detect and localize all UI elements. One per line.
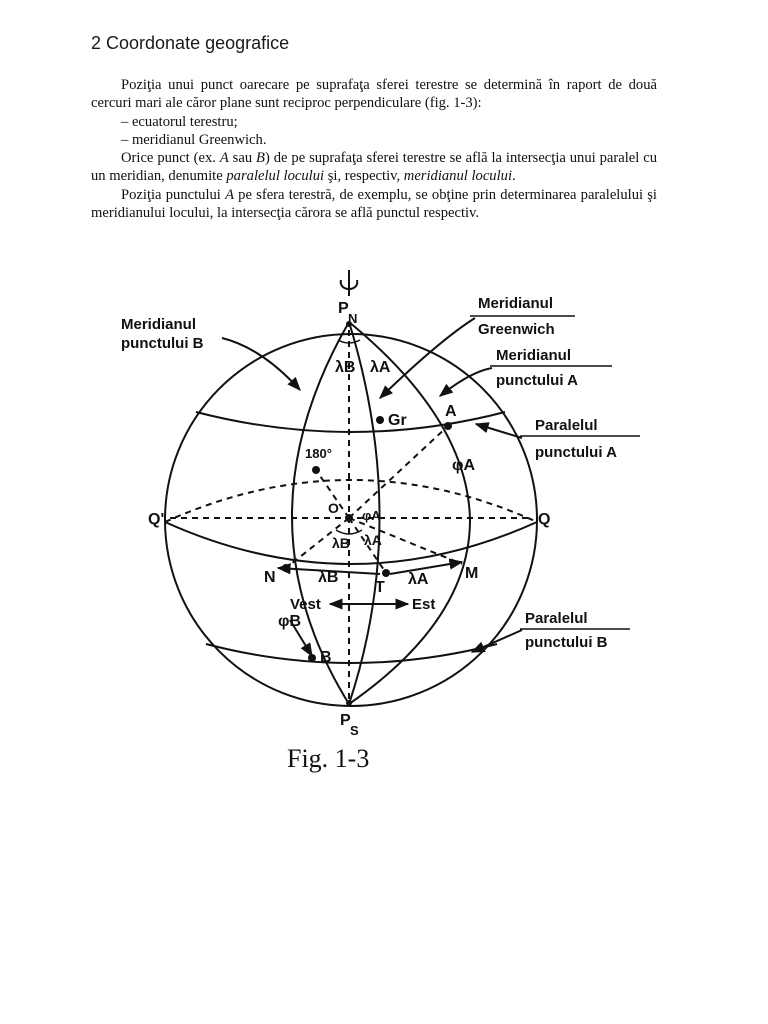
label-parallel-b-line1: Paralelul — [525, 610, 588, 627]
body-text — [91, 76, 657, 222]
label-pole-south: P — [340, 712, 351, 729]
label-center-o: O — [328, 500, 339, 516]
label-parallel-a-line2: punctului A — [535, 444, 617, 461]
point-t — [382, 569, 390, 577]
label-greenwich-line2: Greenwich — [478, 321, 555, 338]
italic-parallel: paralelul locului — [226, 168, 325, 185]
italic-a: A — [219, 150, 229, 167]
label-point-b: B — [320, 649, 332, 666]
point-greenwich — [376, 416, 384, 424]
label-lambda-b-center: λB — [332, 535, 350, 551]
label-lambda-a-top: λA — [370, 359, 391, 376]
label-pole-north: P — [338, 300, 349, 317]
paragraph-intro: Poziţia unui punct oarecare pe suprafaţa sferei terestre se determină în raport de două cercuri mari ale căror plane sunt reciproc perpendiculare (fig. 1-3): — [91, 77, 657, 112]
label-phi-a-center: φA — [362, 508, 381, 523]
section-heading: 2 Coordonate geografice — [91, 33, 290, 53]
label-lambda-a-eq: λA — [408, 571, 429, 588]
parallel-a — [196, 412, 505, 432]
leader-greenwich — [380, 318, 475, 398]
figure-caption: Fig. 1-3 — [287, 744, 370, 773]
text-run: Orice punct (ex. — [121, 150, 220, 167]
parallel-b — [206, 644, 497, 663]
point-a — [444, 422, 452, 430]
label-pole-north-sub: N — [348, 311, 358, 326]
label-phi-b: φB — [278, 613, 301, 630]
paragraph-local-point — [91, 149, 657, 186]
list-item-greenwich: – meridianul Greenwich. — [121, 131, 267, 148]
label-meridian-b-line2: punctului B — [121, 335, 204, 352]
equator-front — [165, 522, 537, 564]
text-run: pe sfera terestră, de exemplu, se obţine prin determinarea paralelului şi meridianului locului, la intersecţia cărora se află punctul respectiv. — [91, 186, 657, 222]
label-phi-a: φA — [452, 457, 475, 474]
label-lambda-b-top: λB — [335, 359, 356, 376]
italic-meridian: meridianul locului — [403, 168, 513, 185]
figure-geographic-coordinates — [0, 255, 768, 795]
label-t-point: T — [375, 579, 385, 596]
label-180: 180° — [305, 446, 332, 461]
label-q-right: Q — [538, 511, 551, 528]
list-item-equator: – ecuatorul terestru; — [121, 113, 238, 130]
text-run: Poziţia punctului — [121, 186, 226, 203]
leader-meridian-a — [440, 368, 492, 396]
text-run: ) de pe suprafaţa sferei terestre se află la intersecţia unui paralel cu un meridian, denumite — [91, 150, 657, 185]
label-q-left: Q' — [148, 511, 165, 528]
label-m-point: M — [465, 565, 479, 582]
text-run: . — [512, 168, 516, 185]
italic-b: B — [256, 150, 265, 167]
leader-parallel-b — [472, 630, 522, 652]
label-pole-south-sub: S — [350, 723, 359, 738]
point-180 — [312, 466, 320, 474]
label-meridian-a-line2: punctului A — [496, 372, 578, 389]
text-run: şi, respectiv, — [324, 168, 404, 185]
text-run: sau — [228, 150, 257, 167]
point-center — [345, 514, 353, 522]
globe-diagram — [0, 255, 768, 795]
label-parallel-b-line2: punctului B — [525, 634, 608, 651]
label-parallel-a-line1: Paralelul — [535, 417, 598, 434]
label-point-a: A — [445, 403, 457, 420]
point-n — [282, 564, 290, 572]
point-b — [308, 654, 316, 662]
paragraph-position-a — [91, 186, 657, 223]
label-greenwich-line1: Meridianul — [478, 295, 554, 312]
label-lambda-a-center: λA — [364, 532, 382, 548]
label-est: Est — [412, 596, 436, 613]
label-meridian-a-line1: Meridianul — [496, 347, 572, 364]
label-n-point: N — [264, 569, 276, 586]
label-lambda-b-eq: λB — [318, 569, 339, 586]
label-meridian-b-line1: Meridianul — [121, 316, 197, 333]
radius-to-a — [349, 426, 448, 518]
point-south-pole — [346, 700, 352, 706]
label-vest: Vest — [290, 596, 321, 613]
label-gr: Gr — [388, 412, 407, 429]
italic-a: A — [225, 186, 234, 203]
meridian-b — [292, 322, 349, 704]
